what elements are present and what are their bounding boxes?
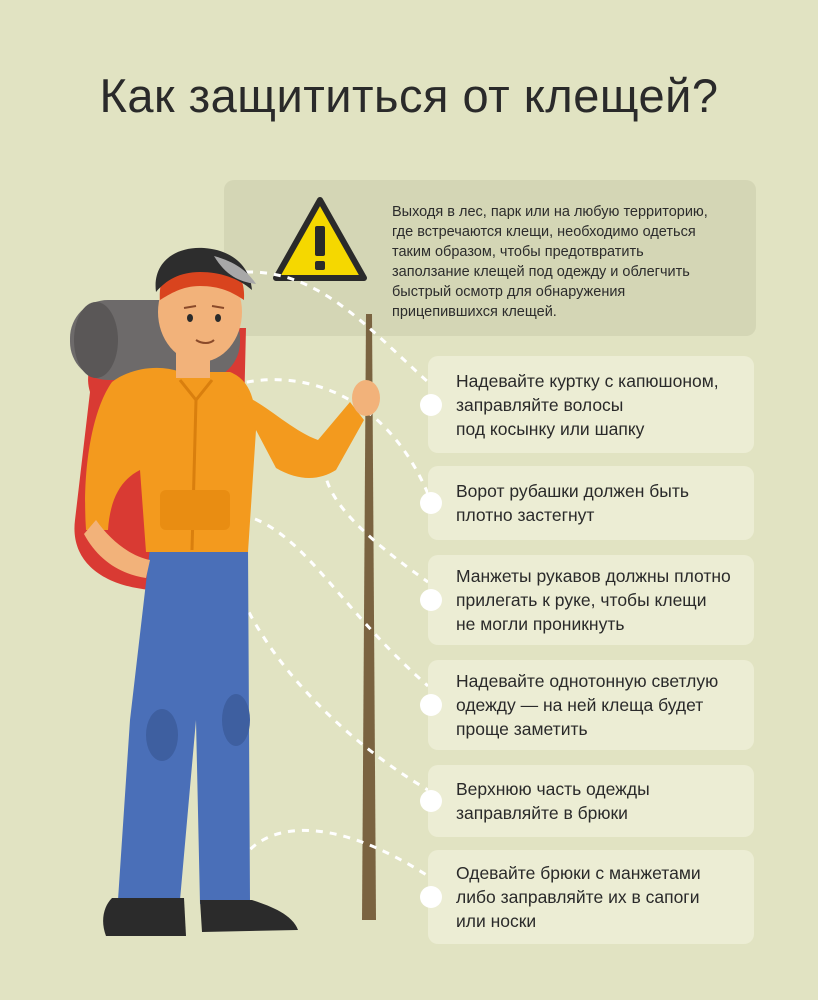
tip-text: Манжеты рукавов должны плотно прилегать к руке, чтобы клещи не могли проникнуть xyxy=(456,566,731,634)
jacket xyxy=(85,368,256,552)
tip-text: Надевайте однотонную светлую одежду — на ней клеща будет проще заметить xyxy=(456,671,719,739)
warning-box xyxy=(224,180,756,336)
bullet-dot xyxy=(420,694,442,716)
backpack xyxy=(74,328,246,590)
raised-arm xyxy=(236,392,364,478)
left-shoe xyxy=(103,898,186,936)
warning-triangle-icon xyxy=(272,196,368,284)
tip-card xyxy=(428,356,754,453)
tip-card xyxy=(428,660,754,750)
bullet-dot xyxy=(420,492,442,514)
bullet-dot xyxy=(420,589,442,611)
tip-card xyxy=(428,850,754,944)
walking-stick xyxy=(362,314,376,920)
pointer-arrowheads xyxy=(206,264,340,888)
tip-text: Одевайте брюки с манжетами либо заправляйте их в сапоги или носки xyxy=(456,863,701,931)
pointer-lines xyxy=(220,272,428,886)
bullet-dot xyxy=(420,790,442,812)
tip-text: Верхнюю часть одежды заправляйте в брюки xyxy=(456,779,650,823)
bullet-dot xyxy=(420,394,442,416)
bullet-dot xyxy=(420,886,442,908)
page-title: Как защититься от клещей? xyxy=(99,69,719,122)
tip-text: Надевайте куртку с капюшоном, заправляйте волосы под косынку или шапку xyxy=(456,370,719,439)
right-shoe xyxy=(200,900,298,932)
tip-text: Ворот рубашки должен быть плотно застегнут xyxy=(456,481,690,525)
warning-text: Выходя в лес, парк или на любую территорию, где встречаются клещи, необходимо одеться таким образом, чтобы предотвратить заползание клещей под одежду и облегчить быстрый осмотр для обнаружения прицепившихся клещей. xyxy=(392,204,708,320)
jeans xyxy=(118,548,250,904)
tip-card xyxy=(428,466,754,540)
tip-card xyxy=(428,555,754,645)
sleeping-roll xyxy=(70,300,240,380)
hand xyxy=(352,380,380,416)
tip-card xyxy=(428,765,754,837)
